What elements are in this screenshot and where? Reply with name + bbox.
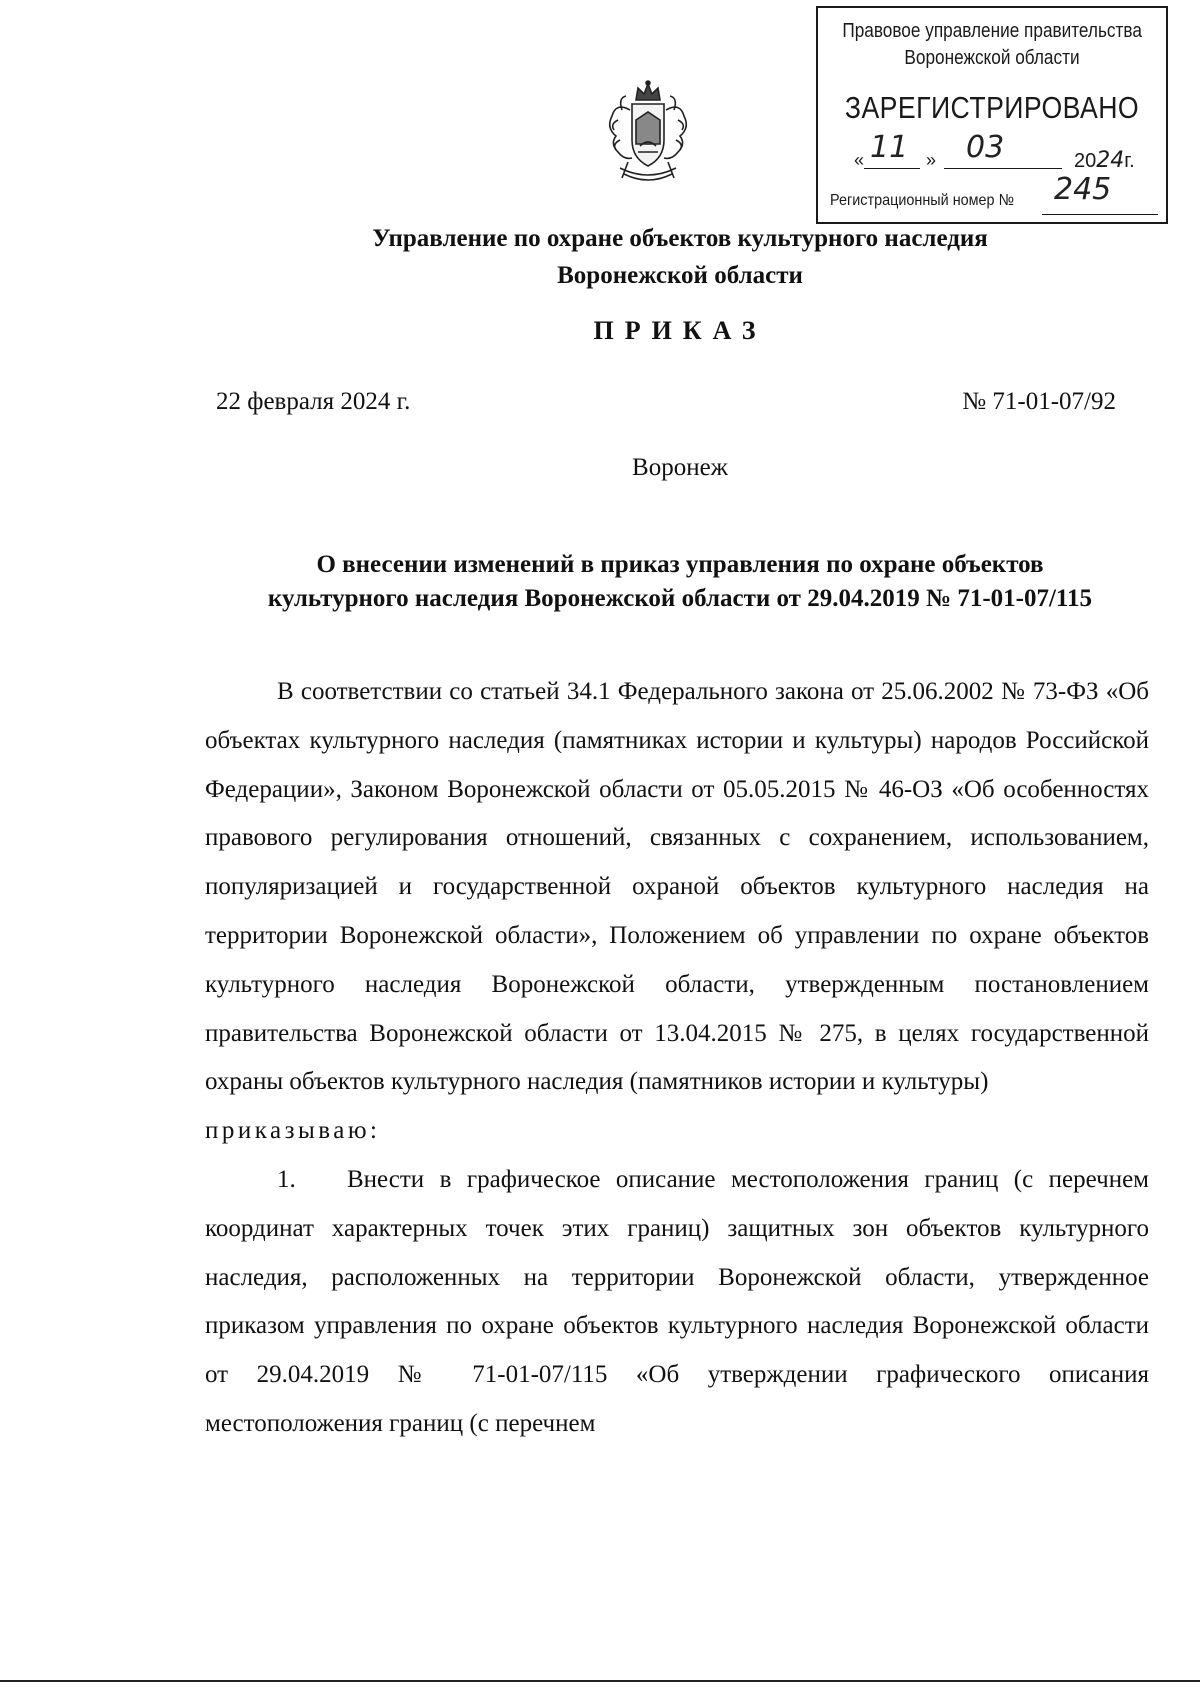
stamp-year [1074, 148, 1135, 173]
organization-line-1: Управление по охране объектов культурного наследия [372, 225, 988, 252]
document-date: 22 февраля 2024 г. [216, 388, 411, 415]
document-body [205, 668, 1149, 1449]
order-item-1-number: 1. [277, 1165, 296, 1193]
stamp-day-underline [864, 168, 920, 169]
stamp-reg-number-label: Регистрационный номер № [830, 192, 1015, 209]
stamp-quote-open: « [854, 150, 865, 170]
stamp-year-prefix: 20 [1074, 150, 1097, 172]
stamp-reg-number-value: 245 [1054, 172, 1112, 207]
document-number: № 71-01-07/92 [962, 388, 1116, 415]
stamp-org-line-2: Воронежской области [904, 47, 1080, 69]
stamp-month-underline [944, 168, 1062, 169]
subject-line-2: культурного наследия Воронежской области от 29.04.2019 № 71-01-07/115 [267, 585, 1093, 612]
preamble-paragraph: В соответствии со статьей 34.1 Федерального закона от 25.06.2002 № 73-ФЗ «Об объектах культурного наследия (памятниках истории и культуры) народов Российской Федерации», Законом Воронежской области от 05.05.2015 № 46-ОЗ «Об особенностях правового регулирования отношений, связанных с сохранением, использованием, популяризацией и государственной охраной объектов культурного наследия на территории Воронежской области», Положением об управлении по охране объектов культурного наследия Воронежской области, утвержденным постановлением правительства Воронежской области от 13.04.2015 № 275, в целях государственной охраны объектов культурного наследия (памятников истории и культуры) [205, 678, 1149, 1096]
voronezh-coat-of-arms-icon [598, 80, 698, 188]
order-item-1 [205, 1156, 1149, 1449]
organization-line-2: Воронежской области [557, 262, 803, 289]
registration-stamp [816, 6, 1168, 224]
subject-line-1: О внесении изменений в приказ управления по охране объектов [316, 551, 1044, 578]
stamp-quote-close: » [926, 150, 937, 170]
document-city: Воронеж [632, 454, 728, 481]
order-item-1-text: Внести в графическое описание местоположения границ (с перечнем координат характерных точек этих границ) защитных зон объектов культурного наследия, расположенных на территории Воронежской области, утвержденное приказом управления по охране объектов культурного наследия Воронежской области от 29.04.2019 № 71-01-07/115 «Об утверждении графического описания местоположения границ (с перечнем [205, 1165, 1149, 1437]
document-subject [200, 548, 1160, 616]
stamp-month: 03 [966, 130, 1005, 165]
stamp-organization [842, 18, 1141, 72]
stamp-org-line-1: Правовое управление правительства [842, 20, 1142, 42]
stamp-day: 11 [870, 130, 909, 165]
stamp-year-handwritten: 24 [1096, 148, 1125, 173]
stamp-status: ЗАРЕГИСТРИРОВАНО [844, 90, 1140, 125]
stamp-reg-number-underline [1042, 214, 1158, 215]
document-type: ПРИКАЗ [593, 316, 767, 345]
page-bottom-rule [0, 1680, 1200, 1682]
order-word: приказываю: [205, 1117, 381, 1145]
stamp-reg-number [818, 172, 1166, 216]
stamp-year-suffix: г. [1124, 150, 1135, 172]
organization-name [200, 220, 1160, 294]
stamp-date [818, 130, 1166, 174]
